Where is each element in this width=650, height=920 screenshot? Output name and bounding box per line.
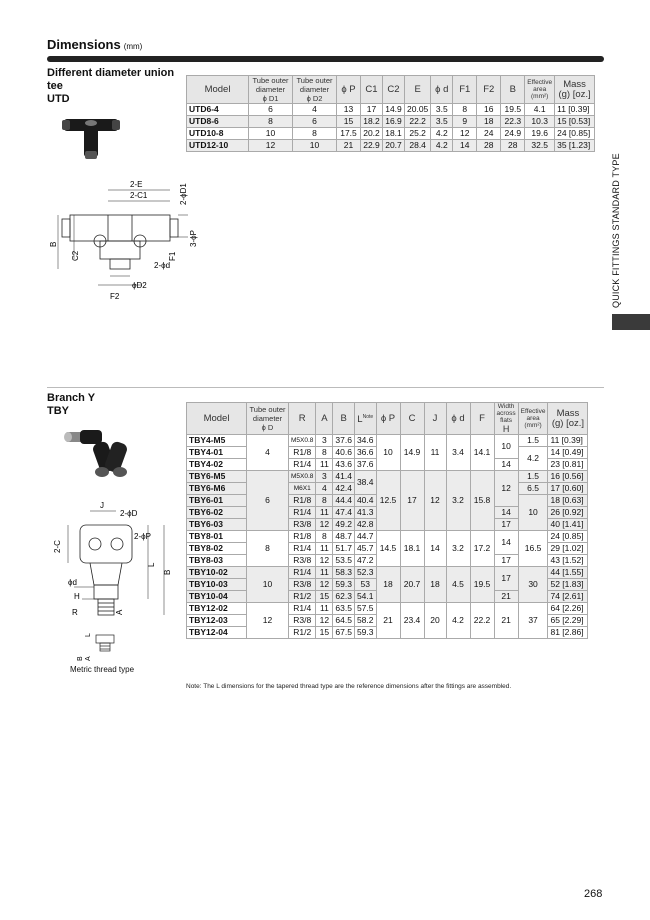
tby-spec-table [186,402,588,639]
col-model: Model [187,76,249,104]
section-divider [47,387,604,388]
table-row: UTD12-10 12 10 21 22.9 20.7 28.4 4.2 14 28 28 32.5 35 [1.23] [187,140,595,152]
utd-label-d2: ϕD2 [132,281,147,290]
table-row: TBY8-03 R3/8 12 53.5 47.2 17 43 [1.52] [187,555,588,567]
tby-label-l: L [147,562,156,567]
table-row: TBY6-M5 6 M5X0.8 3 41.4 38.4 12.5 17 12 3.2 15.8 12 1.5 16 [0.56] [187,471,588,483]
col-model: Model [187,403,247,435]
col-a: A [316,403,333,435]
tby-label-2d: 2-ϕD [120,509,138,518]
col-h: Width across flats H [494,403,518,435]
utd-label-f1: F1 [168,251,177,261]
table-row: TBY10-03 R3/8 12 59.3 53 52 [1.83] [187,579,588,591]
utd-heading: Different diameter union tee UTD [47,67,175,105]
tby-metric-label-b: B [77,656,84,661]
table-row: TBY12-03 R3/8 12 64.5 58.2 65 [2.29] [187,615,588,627]
tby-heading: Branch Y TBY [47,392,96,417]
side-section-label: QUICK FITTINGS STANDARD TYPE [611,153,621,308]
table-row: TBY6-03 R3/8 12 49.2 42.8 17 40 [1.41] [187,519,588,531]
table-row: UTD8-6 8 6 15 18.2 16.9 22.2 3.5 9 18 22.3 10.3 15 [0.53] [187,116,595,128]
table-row: TBY12-02 12 R1/4 11 63.5 57.5 21 23.4 20 4.2 22.2 21 37 64 [2.26] [187,603,588,615]
tby-label-b: B [163,569,172,575]
table-row: TBY4-02 R1/4 11 43.6 37.6 14 23 [0.81] [187,459,588,471]
tby-label-j: J [100,501,104,510]
utd-dimension-drawing [48,175,198,310]
col-c: C [400,403,424,435]
col-mass: Mass (g) [oz.] [555,76,595,104]
tby-product-photo [58,420,130,482]
col-e: E [405,76,431,104]
col-phi-d: ϕ d [446,403,470,435]
col-d: Tube outer diameter ϕ D [247,403,289,435]
tby-metric-label-a: A [85,656,92,661]
utd-label-c2: C2 [71,250,80,261]
col-d: ϕ d [431,76,453,104]
col-r: R [289,403,316,435]
table-row: TBY6-01 R1/8 8 44.4 40.4 10 18 [0.63] [187,495,588,507]
table-row: TBY4-M5 4 M5X0.8 3 37.6 34.6 10 14.9 11 3.4 14.1 10 1.5 11 [0.39] [187,435,588,447]
col-mass: Mass (g) [oz.] [548,403,588,435]
table-row: UTD10-8 10 8 17.5 20.2 18.1 25.2 4.2 12 24 24.9 19.6 24 [0.85] [187,128,595,140]
col-c2: C2 [383,76,405,104]
utd-label-2d1: 2-ϕD1 [179,183,188,205]
col-f2: F2 [477,76,501,104]
table-row: UTD6-4 6 4 13 17 14.9 20.05 3.5 8 16 19.5 4.1 11 [0.39] [187,104,595,116]
col-j: J [424,403,446,435]
table-row: TBY10-02 10 R1/4 11 58.3 52.3 18 20.7 18 4.5 19.5 17 30 44 [1.55] [187,567,588,579]
col-b: B [501,76,525,104]
utd-spec-table [186,75,595,152]
table-row: TBY6-M6 M6X1 4 42.4 6.5 17 [0.60] [187,483,588,495]
col-l: $L^{Note}$ [354,403,376,435]
page-number: 268 [584,888,603,900]
tby-label-r: R [72,608,78,617]
table-row: TBY8-02 R1/4 11 51.7 45.7 29 [1.02] [187,543,588,555]
utd-label-3p: 3-ϕP [189,230,198,247]
tby-footnote: Note: The L dimensions for the tapered thread type are the reference dimensions after the fittings are assembled. [186,683,512,690]
col-p: ϕ P [337,76,361,104]
side-section-tab [612,314,650,330]
table-row: TBY6-02 R1/4 11 47.4 41.3 14 26 [0.92] [187,507,588,519]
tby-metric-thread-drawing [70,625,130,663]
table-row: TBY4-01 R1/8 8 40.6 36.6 4.2 14 [0.49] [187,447,588,459]
col-f1: F1 [453,76,477,104]
table-row: TBY10-04 R1/2 15 62.3 54.1 21 74 [2.61] [187,591,588,603]
tby-label-phi-d: ϕd [68,578,77,587]
utd-label-f2: F2 [110,292,120,301]
title-bar [47,56,604,62]
tby-label-a: A [115,609,124,615]
col-area: Effective area (mm²) [518,403,548,435]
col-f: F [470,403,494,435]
tby-label-2c: 2-C [53,540,62,553]
table-row: TBY12-04 R1/2 15 67.5 59.3 81 [2.86] [187,627,588,639]
col-c1: C1 [361,76,383,104]
utd-label-2c1: 2-C1 [130,191,148,200]
col-d1: Tube outer diameter ϕ D1 [249,76,293,104]
tby-metric-label-l: L [85,633,92,637]
tby-label-h: H [74,592,80,601]
utd-product-photo [60,105,122,163]
col-d2: Tube outer diameter ϕ D2 [293,76,337,104]
col-area: Effective area (mm²) [525,76,555,104]
table-row: TBY8-01 8 R1/8 8 48.7 44.7 14.5 18.1 14 3.2 17.2 14 16.5 24 [0.85] [187,531,588,543]
utd-label-2d: 2-ϕd [154,261,171,270]
page-title: Dimensions (mm) [47,37,143,52]
col-b: B [333,403,355,435]
tby-label-2p: 2-ϕP [134,532,151,541]
utd-label-2e: 2-E [130,180,143,189]
utd-label-b: B [49,241,58,247]
metric-thread-caption: Metric thread type [70,665,135,674]
col-p: ϕ P [376,403,400,435]
